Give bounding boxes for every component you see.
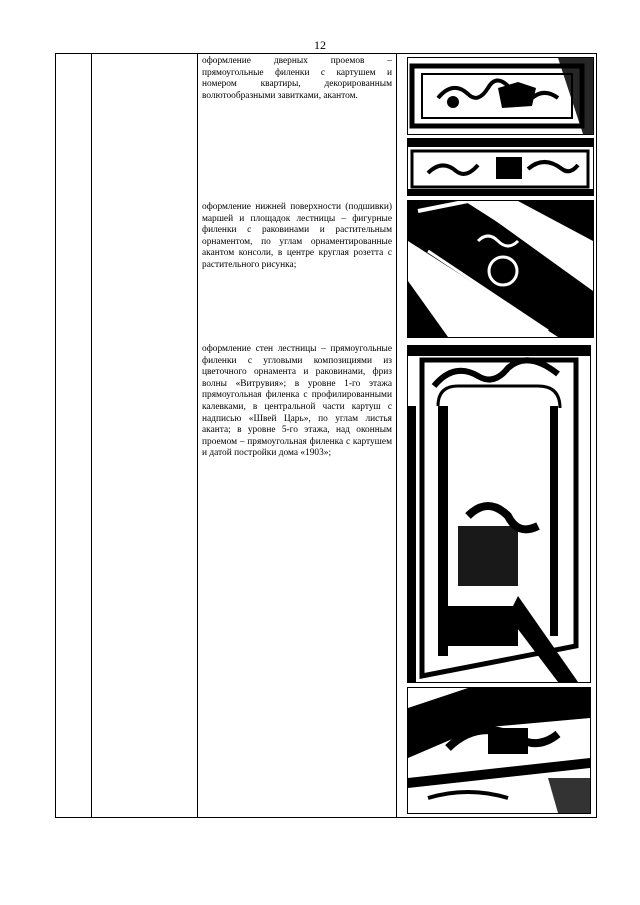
door-panel-number-photo (407, 138, 594, 196)
window-cartouche-1903-photo (407, 687, 591, 814)
door-panel-cartouche-photo (407, 57, 594, 135)
row-2-description: оформление нижней поверхности (подшивки) маршей и площадок лестницы – фигурные филенки с раковинами и растительным орнаментом, по углам орнаментированные акантом консоли, в центре круглая розетта с растительного рисунка; (202, 202, 392, 270)
stair-wall-panel-photo (407, 345, 591, 683)
column-divider (197, 54, 198, 817)
column-divider (396, 54, 397, 817)
stair-soffit-photo (407, 200, 594, 338)
page-number: 12 (314, 38, 326, 52)
column-divider (91, 54, 92, 817)
row-3-description: оформление стен лестницы – прямоугольные филенки с угловыми композициями из цветочного орнамента и раковинами, фриз волны «Витрувия»; в уровне 1-го этажа прямоугольная филенка с профилированными калевками, в центральной части картуш с надписью «Швей Царь», по углам листья аканта; в уровне 5-го этажа, над оконным проемом – прямоугольная филенка с картушем и датой постройки дома «1903»; (202, 344, 392, 459)
row-1-description: оформление дверных проемов – прямоугольные филенки с картушем и номером квартиры, декорированным волютообразными завитками, акантом. (202, 56, 392, 101)
description-table (55, 53, 597, 818)
